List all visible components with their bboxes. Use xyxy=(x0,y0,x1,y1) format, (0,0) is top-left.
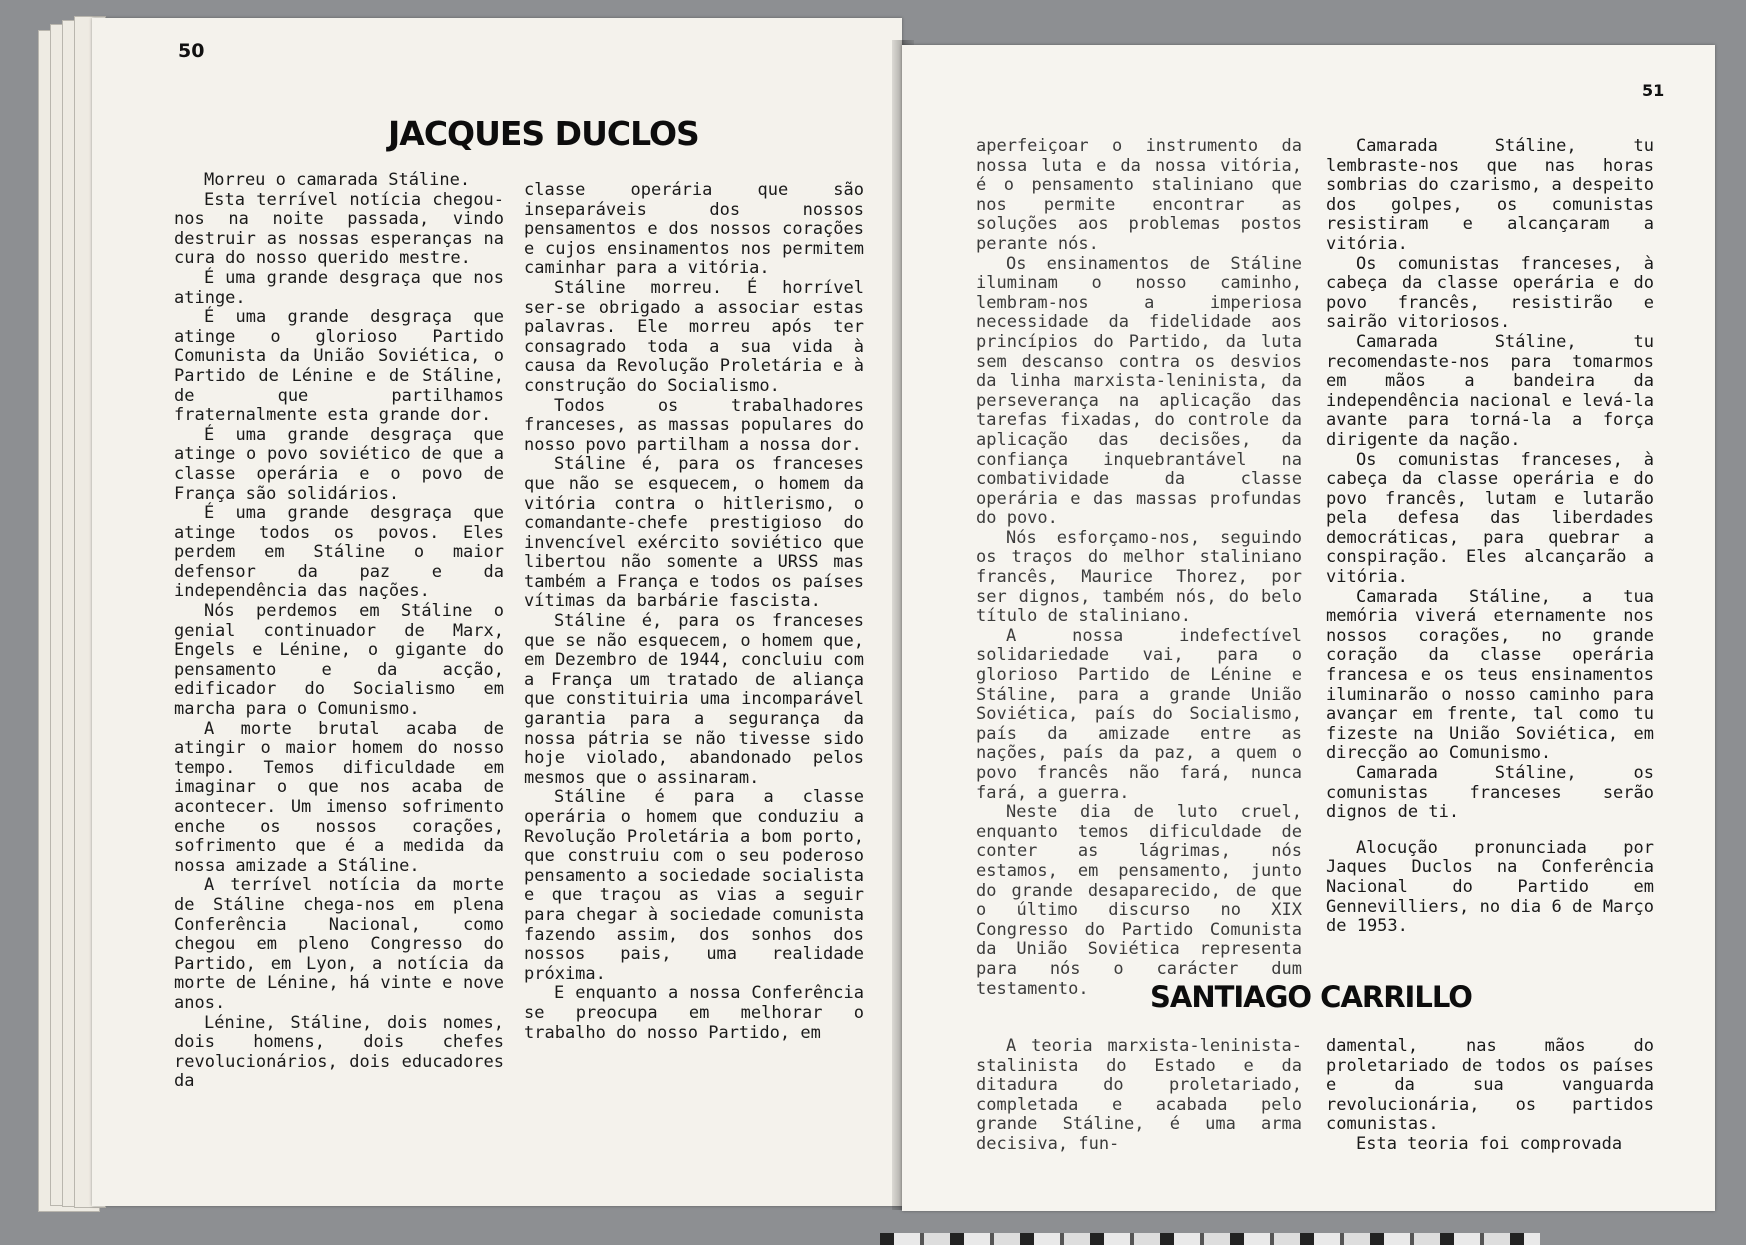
paragraph: Os ensinamentos de Stáline iluminam o nosso caminho, lembram-nos a imperiosa necessidade da fidelidade aos princípios do Partido, da luta sem descanso contra os desvios da linha marxista-leninista, da perseverança na aplicação das tarefas fixadas, do controle da aplicação das decisões, da confiança inquebrantável na combatividade da classe operária e das massas profundas do povo. xyxy=(976,253,1302,529)
paragraph: Neste dia de luto cruel, enquanto temos dificuldade de conter as lágrimas, nós estamos, em pensamento, junto do grande desaparecido, de que o último discurso no XIX Congresso do Partido Comunista da União Soviética representa para nós o carácter dum testamento. xyxy=(976,802,1302,999)
right-column-1 xyxy=(976,137,1302,999)
page-number: 50 xyxy=(178,40,205,62)
scan-color-strip xyxy=(880,1233,1540,1245)
paragraph: damental, nas mãos do proletariado de todos os países e da sua vanguarda revolucionária, os partidos comunistas. xyxy=(1326,1036,1654,1135)
paragraph: É uma grande desgraça que atinge o glorioso Partido Comunista da União Soviética, o Partido de Lénine e de Stáline, de que partilhamos fraternalmente esta grande dor. xyxy=(174,307,504,426)
article-title: SANTIAGO CARRILLO xyxy=(1150,980,1472,1014)
page-number: 51 xyxy=(1642,81,1665,100)
paragraph: E enquanto a nossa Conferência se preocupa em melhorar o trabalho do nosso Partido, em xyxy=(524,983,864,1043)
paragraph: Stáline é para a classe operária o homem que conduziu a Revolução Proletária a bom porto, que construiu com o seu poderoso pensamento a sociedade socialista e que traçou as vias a seguir para chegar à sociedade comunista fazendo assim, dos sonhos dos nossos pais, uma realidade próxima. xyxy=(524,787,864,984)
paragraph: É uma grande desgraça que nos atinge. xyxy=(174,267,504,308)
paragraph: Os comunistas franceses, à cabeça da classe operária e do povo francês, resistirão e sairão vitoriosos. xyxy=(1326,253,1654,333)
paragraph: É uma grande desgraça que atinge o povo soviético de que a classe operária e o povo de França são solidários. xyxy=(174,424,504,504)
paragraph: Stáline é, para os franceses que se não esquecem, o homem que, em Dezembro de 1944, concluiu com a França um tratado de aliança que constituiria uma incomparável garantia para a segurança da nossa pátria se não tivesse sido hoje violado, abandonado pelos mesmos que o assinaram. xyxy=(524,611,864,788)
paragraph: Os comunistas franceses, à cabeça da classe operária e do povo francês, lutam e lutarão pela defesa das liberdades democráticas, para quebrar a conspiração. Eles alcançarão a vitória. xyxy=(1326,449,1654,588)
paragraph: Esta teoria foi comprovada xyxy=(1356,1133,1623,1154)
paragraph: É uma grande desgraça que atinge todos os povos. Eles perdem em Stáline o maior defensor da paz e da independência das nações. xyxy=(174,503,504,602)
paragraph: A teoria marxista-leninista-stalinista do Estado e da ditadura do proletariado, completada e acabada pelo grande Stáline, é uma arma decisiva, fun- xyxy=(976,1036,1302,1154)
paragraph: classe operária que são inseparáveis dos nossos pensamentos e dos nossos corações e cujos ensinamentos nos permitem caminhar para a vitória. xyxy=(524,180,864,279)
paragraph: Camarada Stáline, tu recomendaste-nos para tomarmos em mãos a bandeira da independência nacional e levá-la avante para torná-la a força dirigente da nação. xyxy=(1326,331,1654,450)
paragraph: Nós esforçamo-nos, seguindo os traços do melhor staliniano francês, Maurice Thorez, por ser dignos, também nós, do belo título de staliniano. xyxy=(976,527,1302,627)
paragraph: Stáline é, para os franceses que não se esquecem, o homem da vitória contra o hitlerismo, o comandante-chefe prestigioso do invencível exército soviético que libertou não somente a URSS mas também a França e todos os países vítimas da barbárie fascista. xyxy=(524,454,864,612)
paragraph: aperfeiçoar o instrumento da nossa luta e da nossa vitória, é o pensamento staliniano que nos permite encontrar as soluções aos problemas postos perante nós. xyxy=(976,136,1302,254)
paragraph: Todos os trabalhadores franceses, as massas populares do nosso povo partilham a nossa dor. xyxy=(524,395,864,455)
paragraph: Nós perdemos em Stáline o genial continuador de Marx, Engels e Lénine, o gigante do pensamento e da acção, edificador do Socialismo em marcha para o Comunismo. xyxy=(174,601,504,720)
paragraph: A terrível notícia da morte de Stáline chega-nos em plena Conferência Nacional, como chegou em pleno Congresso do Partido, em Lyon, a notícia da morte de Lénine, há vinte e nove anos. xyxy=(174,875,504,1013)
right-column-2-bottom xyxy=(1326,1037,1654,1155)
left-column-2 xyxy=(524,181,864,1043)
right-page xyxy=(902,45,1715,1211)
paragraph: Camarada Stáline, os comunistas franceses serão dignos de ti. xyxy=(1326,763,1654,823)
paragraph: Lénine, Stáline, dois nomes, dois homens, dois chefes revolucionários, dois educadores da xyxy=(174,1012,504,1092)
right-column-1-bottom xyxy=(976,1037,1302,1155)
credit-note: Alocução pronunciada por Jaques Duclos na Conferência Nacional do Partido em Gennevilliers, no dia 6 de Março de 1953. xyxy=(1326,837,1654,937)
paragraph: Camarada Stáline, tu lembraste-nos que nas horas sombrias do czarismo, a despeito dos golpes, os comunistas resistiram e alcançaram a vitória. xyxy=(1326,136,1654,254)
paragraph: A morte brutal acaba de atingir o maior homem do nosso tempo. Temos dificuldade em imaginar o que nos acaba de acontecer. Um imenso sofrimento enche os nossos corações, sofrimento que é a medida da nossa amizade a Stáline. xyxy=(174,718,504,876)
paragraph: Morreu o camarada Stáline. xyxy=(204,170,471,190)
paragraph: Stáline morreu. É horrível ser-se obrigado a associar estas palavras. Ele morreu após ter consagrado toda a sua vida à causa da Revolução Proletária e à construção do Socialismo. xyxy=(524,277,864,396)
paragraph: A nossa indefectível solidariedade vai, para o glorioso Partido de Lénine e Stáline, para a grande União Soviética, país do Socialismo, país da amizade entre as nações, país da paz, a quem o povo francês não fará, nunca fará, a guerra. xyxy=(976,625,1302,803)
left-page xyxy=(92,18,902,1206)
left-column-1 xyxy=(174,171,504,1092)
paragraph: Esta terrível notícia chegou-nos na noite passada, vindo destruir as nossas esperanças na cura do nosso querido mestre. xyxy=(174,189,504,269)
right-column-2 xyxy=(1326,137,1654,937)
paragraph: Camarada Stáline, a tua memória viverá eternamente nos nossos corações, no grande coração da classe operária francesa e os teus ensinamentos iluminarão o nosso caminho para avançar em frente, tal como tu fizeste na União Soviética, em direcção ao Comunismo. xyxy=(1326,586,1654,764)
article-title: JACQUES DUCLOS xyxy=(388,114,699,153)
